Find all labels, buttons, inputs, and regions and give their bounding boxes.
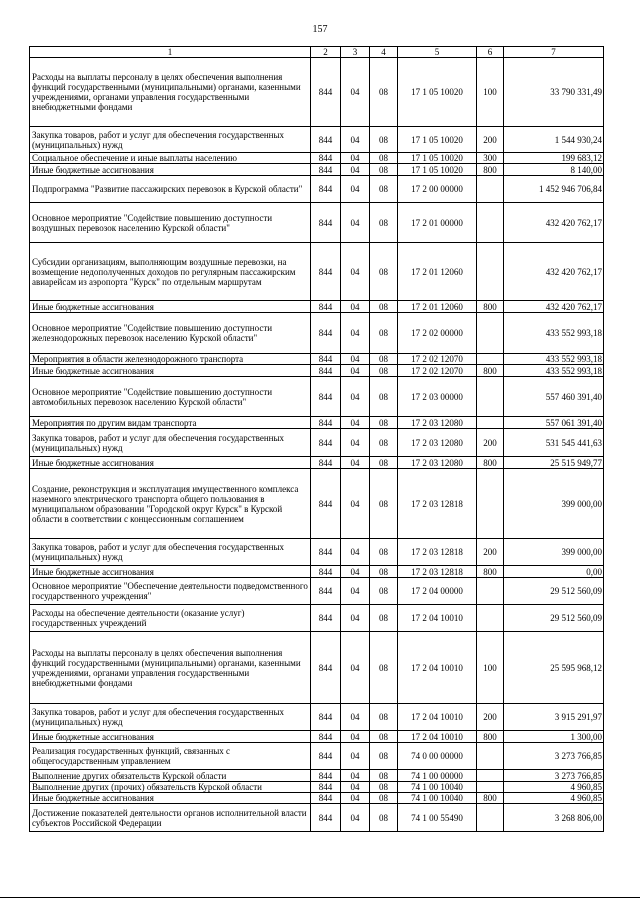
item-name-cell: Основное мероприятие "Обеспечение деятельности подведомственного государственного учреждения": [30, 578, 311, 605]
item-name-cell: Расходы на обеспечение деятельности (оказание услуг) государственных учреждений: [30, 605, 311, 632]
subsection-cell: 08: [370, 743, 398, 770]
section-cell: 04: [341, 578, 370, 605]
table-row: [30, 429, 604, 457]
expense-type-cell: 800: [477, 301, 504, 313]
ministry-code-cell: 844: [311, 770, 341, 782]
subsection-cell: 08: [370, 203, 398, 243]
subsection-cell: 08: [370, 127, 398, 153]
amount-cell: 1 452 946 706,84: [504, 176, 604, 203]
subsection-cell: 08: [370, 354, 398, 365]
ministry-code-cell: 844: [311, 782, 341, 793]
section-cell: 04: [341, 313, 370, 354]
target-article-cell: 17 2 03 12818: [398, 539, 477, 566]
item-name-cell: Иные бюджетные ассигнования: [30, 731, 311, 743]
ministry-code-cell: 844: [311, 469, 341, 539]
amount-cell: 433 552 993,18: [504, 313, 604, 354]
table-row: [30, 804, 604, 832]
section-cell: 04: [341, 164, 370, 176]
amount-cell: 3 273 766,85: [504, 770, 604, 782]
section-cell: 04: [341, 566, 370, 578]
ministry-code-cell: 844: [311, 793, 341, 804]
page-bottom-rule: [0, 897, 640, 898]
subsection-cell: 08: [370, 164, 398, 176]
table-row: [30, 417, 604, 429]
amount-cell: 557 061 391,40: [504, 417, 604, 429]
section-cell: 04: [341, 539, 370, 566]
expense-type-cell: [477, 770, 504, 782]
table-row: [30, 164, 604, 176]
target-article-cell: 74 1 00 00000: [398, 770, 477, 782]
ministry-code-cell: 844: [311, 731, 341, 743]
item-name-cell: Иные бюджетные ассигнования: [30, 566, 311, 578]
column-header: 4: [370, 47, 398, 58]
target-article-cell: 17 2 03 12080: [398, 457, 477, 469]
ministry-code-cell: 844: [311, 377, 341, 417]
target-article-cell: 17 2 02 00000: [398, 313, 477, 354]
table-row: [30, 354, 604, 365]
subsection-cell: 08: [370, 632, 398, 704]
item-name-cell: Расходы на выплаты персоналу в целях обеспечения выполнения функций государственными (муниципальными) органами, казенными учреждениями, органами управления государственными внебюджетными фондами: [30, 632, 311, 704]
ministry-code-cell: 844: [311, 417, 341, 429]
subsection-cell: 08: [370, 243, 398, 301]
subsection-cell: 08: [370, 782, 398, 793]
target-article-cell: 17 2 03 12080: [398, 429, 477, 457]
item-name-cell: Закупка товаров, работ и услуг для обеспечения государственных (муниципальных) нужд: [30, 539, 311, 566]
ministry-code-cell: 844: [311, 804, 341, 832]
target-article-cell: 74 0 00 00000: [398, 743, 477, 770]
item-name-cell: Основное мероприятие "Содействие повышению доступности воздушных перевозок населению Курской области": [30, 203, 311, 243]
ministry-code-cell: 844: [311, 365, 341, 377]
item-name-cell: Иные бюджетные ассигнования: [30, 365, 311, 377]
amount-cell: 3 273 766,85: [504, 743, 604, 770]
expense-type-cell: [477, 354, 504, 365]
column-header: 6: [477, 47, 504, 58]
amount-cell: 531 545 441,63: [504, 429, 604, 457]
target-article-cell: 74 1 00 10040: [398, 782, 477, 793]
expense-type-cell: 800: [477, 164, 504, 176]
ministry-code-cell: 844: [311, 578, 341, 605]
amount-cell: 432 420 762,17: [504, 243, 604, 301]
target-article-cell: 17 2 04 00000: [398, 578, 477, 605]
expense-type-cell: 800: [477, 566, 504, 578]
table-row: [30, 176, 604, 203]
section-cell: 04: [341, 632, 370, 704]
column-header: 5: [398, 47, 477, 58]
column-header: 7: [504, 47, 604, 58]
section-cell: 04: [341, 793, 370, 804]
item-name-cell: Субсидии организациям, выполняющим воздушные перевозки, на возмещение недополученных доходов по регулярным пассажирским авиарейсам из аэропорта "Курск" по отдельным маршрутам: [30, 243, 311, 301]
subsection-cell: 08: [370, 704, 398, 731]
subsection-cell: 08: [370, 457, 398, 469]
table-row: [30, 127, 604, 153]
target-article-cell: 17 2 01 12060: [398, 243, 477, 301]
expense-type-cell: [477, 743, 504, 770]
expense-type-cell: [477, 804, 504, 832]
expense-type-cell: 200: [477, 704, 504, 731]
table-body: [30, 58, 604, 832]
table-row: [30, 782, 604, 793]
item-name-cell: Закупка товаров, работ и услуг для обеспечения государственных (муниципальных) нужд: [30, 127, 311, 153]
subsection-cell: 08: [370, 793, 398, 804]
table-row: [30, 704, 604, 731]
item-name-cell: Закупка товаров, работ и услуг для обеспечения государственных (муниципальных) нужд: [30, 704, 311, 731]
table-row: [30, 377, 604, 417]
target-article-cell: 17 2 01 00000: [398, 203, 477, 243]
table-row: [30, 770, 604, 782]
table-row: [30, 793, 604, 804]
item-name-cell: Достижение показателей деятельности органов исполнительной власти субъектов Российской Федерации: [30, 804, 311, 832]
section-cell: 04: [341, 429, 370, 457]
expense-type-cell: 200: [477, 539, 504, 566]
expense-type-cell: [477, 377, 504, 417]
ministry-code-cell: 844: [311, 153, 341, 164]
section-cell: 04: [341, 782, 370, 793]
amount-cell: 1 300,00: [504, 731, 604, 743]
subsection-cell: 08: [370, 605, 398, 632]
section-cell: 04: [341, 804, 370, 832]
item-name-cell: Иные бюджетные ассигнования: [30, 164, 311, 176]
expense-type-cell: [477, 313, 504, 354]
amount-cell: 3 268 806,00: [504, 804, 604, 832]
target-article-cell: 74 1 00 10040: [398, 793, 477, 804]
item-name-cell: Социальное обеспечение и иные выплаты населению: [30, 153, 311, 164]
amount-cell: 1 544 930,24: [504, 127, 604, 153]
subsection-cell: 08: [370, 770, 398, 782]
section-cell: 04: [341, 203, 370, 243]
amount-cell: 8 140,00: [504, 164, 604, 176]
budget-table: [29, 46, 604, 832]
section-cell: 04: [341, 731, 370, 743]
expense-type-cell: [477, 578, 504, 605]
item-name-cell: Основное мероприятие "Содействие повышению доступности железнодорожных перевозок населению Курской области": [30, 313, 311, 354]
amount-cell: 557 460 391,40: [504, 377, 604, 417]
amount-cell: 432 420 762,17: [504, 203, 604, 243]
ministry-code-cell: 844: [311, 632, 341, 704]
column-header: 1: [30, 47, 311, 58]
subsection-cell: 08: [370, 377, 398, 417]
section-cell: 04: [341, 58, 370, 127]
table-row: [30, 243, 604, 301]
amount-cell: 25 595 968,12: [504, 632, 604, 704]
target-article-cell: 17 2 04 10010: [398, 632, 477, 704]
item-name-cell: Выполнение других (прочих) обязательств Курской области: [30, 782, 311, 793]
header-row: [30, 47, 604, 58]
expense-type-cell: [477, 203, 504, 243]
amount-cell: 29 512 560,09: [504, 578, 604, 605]
target-article-cell: 17 2 03 12818: [398, 566, 477, 578]
expense-type-cell: 800: [477, 365, 504, 377]
target-article-cell: 17 2 00 00000: [398, 176, 477, 203]
subsection-cell: 08: [370, 539, 398, 566]
target-article-cell: 17 2 01 12060: [398, 301, 477, 313]
ministry-code-cell: 844: [311, 301, 341, 313]
table-row: [30, 365, 604, 377]
target-article-cell: 17 2 04 10010: [398, 704, 477, 731]
amount-cell: 25 515 949,77: [504, 457, 604, 469]
subsection-cell: 08: [370, 566, 398, 578]
target-article-cell: 17 2 02 12070: [398, 354, 477, 365]
target-article-cell: 17 2 03 00000: [398, 377, 477, 417]
ministry-code-cell: 844: [311, 164, 341, 176]
ministry-code-cell: 844: [311, 58, 341, 127]
amount-cell: 4 960,85: [504, 782, 604, 793]
table-row: [30, 539, 604, 566]
target-article-cell: 74 1 00 55490: [398, 804, 477, 832]
ministry-code-cell: 844: [311, 203, 341, 243]
table-row: [30, 58, 604, 127]
section-cell: 04: [341, 127, 370, 153]
target-article-cell: 17 2 04 10010: [398, 731, 477, 743]
section-cell: 04: [341, 743, 370, 770]
item-name-cell: Основное мероприятие "Содействие повышению доступности автомобильных перевозок населению Курской области": [30, 377, 311, 417]
subsection-cell: 08: [370, 313, 398, 354]
subsection-cell: 08: [370, 469, 398, 539]
section-cell: 04: [341, 457, 370, 469]
ministry-code-cell: 844: [311, 313, 341, 354]
section-cell: 04: [341, 354, 370, 365]
section-cell: 04: [341, 469, 370, 539]
ministry-code-cell: 844: [311, 243, 341, 301]
item-name-cell: Мероприятия по другим видам транспорта: [30, 417, 311, 429]
table-row: [30, 203, 604, 243]
table-row: [30, 743, 604, 770]
section-cell: 04: [341, 417, 370, 429]
section-cell: 04: [341, 176, 370, 203]
table-row: [30, 731, 604, 743]
table-row: [30, 469, 604, 539]
expense-type-cell: [477, 605, 504, 632]
ministry-code-cell: 844: [311, 429, 341, 457]
amount-cell: 433 552 993,18: [504, 365, 604, 377]
target-article-cell: 17 1 05 10020: [398, 164, 477, 176]
subsection-cell: 08: [370, 58, 398, 127]
ministry-code-cell: 844: [311, 539, 341, 566]
item-name-cell: Иные бюджетные ассигнования: [30, 457, 311, 469]
table-row: [30, 566, 604, 578]
amount-cell: 199 683,12: [504, 153, 604, 164]
expense-type-cell: [477, 417, 504, 429]
table-row: [30, 605, 604, 632]
item-name-cell: Подпрограмма "Развитие пассажирских перевозок в Курской области": [30, 176, 311, 203]
section-cell: 04: [341, 243, 370, 301]
amount-cell: 399 000,00: [504, 539, 604, 566]
section-cell: 04: [341, 301, 370, 313]
table-row: [30, 301, 604, 313]
table-row: [30, 457, 604, 469]
target-article-cell: 17 1 05 10020: [398, 58, 477, 127]
section-cell: 04: [341, 365, 370, 377]
ministry-code-cell: 844: [311, 354, 341, 365]
expense-type-cell: 200: [477, 127, 504, 153]
amount-cell: 432 420 762,17: [504, 301, 604, 313]
item-name-cell: Мероприятия в области железнодорожного транспорта: [30, 354, 311, 365]
page-number: 157: [312, 24, 328, 35]
table-row: [30, 313, 604, 354]
table-row: [30, 578, 604, 605]
item-name-cell: Расходы на выплаты персоналу в целях обеспечения выполнения функций государственными (муниципальными) органами, казенными учреждениями, органами управления государственными внебюджетными фондами: [30, 58, 311, 127]
amount-cell: 3 915 291,97: [504, 704, 604, 731]
expense-type-cell: [477, 782, 504, 793]
item-name-cell: Иные бюджетные ассигнования: [30, 793, 311, 804]
table-row: [30, 153, 604, 164]
expense-type-cell: 800: [477, 793, 504, 804]
target-article-cell: 17 2 02 12070: [398, 365, 477, 377]
target-article-cell: 17 2 04 10010: [398, 605, 477, 632]
expense-type-cell: 800: [477, 731, 504, 743]
expense-type-cell: 100: [477, 58, 504, 127]
subsection-cell: 08: [370, 417, 398, 429]
amount-cell: 399 000,00: [504, 469, 604, 539]
table-row: [30, 632, 604, 704]
item-name-cell: Создание, реконструкция и эксплуатация имущественного комплекса наземного электрического транспорта общего пользования в муниципальном образовании "Городской округ Курск" в Курской области в соответствии с концессионным соглашением: [30, 469, 311, 539]
ministry-code-cell: 844: [311, 605, 341, 632]
expense-type-cell: [477, 243, 504, 301]
section-cell: 04: [341, 153, 370, 164]
ministry-code-cell: 844: [311, 743, 341, 770]
expense-type-cell: 100: [477, 632, 504, 704]
item-name-cell: Иные бюджетные ассигнования: [30, 301, 311, 313]
section-cell: 04: [341, 605, 370, 632]
ministry-code-cell: 844: [311, 176, 341, 203]
target-article-cell: 17 2 03 12080: [398, 417, 477, 429]
ministry-code-cell: 844: [311, 566, 341, 578]
section-cell: 04: [341, 704, 370, 731]
target-article-cell: 17 1 05 10020: [398, 127, 477, 153]
subsection-cell: 08: [370, 731, 398, 743]
target-article-cell: 17 1 05 10020: [398, 153, 477, 164]
target-article-cell: 17 2 03 12818: [398, 469, 477, 539]
subsection-cell: 08: [370, 578, 398, 605]
ministry-code-cell: 844: [311, 457, 341, 469]
subsection-cell: 08: [370, 301, 398, 313]
expense-type-cell: 800: [477, 457, 504, 469]
amount-cell: 33 790 331,49: [504, 58, 604, 127]
amount-cell: 433 552 993,18: [504, 354, 604, 365]
section-cell: 04: [341, 770, 370, 782]
amount-cell: 0,00: [504, 566, 604, 578]
subsection-cell: 08: [370, 365, 398, 377]
section-cell: 04: [341, 377, 370, 417]
ministry-code-cell: 844: [311, 704, 341, 731]
amount-cell: 29 512 560,09: [504, 605, 604, 632]
column-header: 2: [311, 47, 341, 58]
subsection-cell: 08: [370, 429, 398, 457]
item-name-cell: Закупка товаров, работ и услуг для обеспечения государственных (муниципальных) нужд: [30, 429, 311, 457]
expense-type-cell: [477, 469, 504, 539]
expense-type-cell: [477, 176, 504, 203]
ministry-code-cell: 844: [311, 127, 341, 153]
amount-cell: 4 960,85: [504, 793, 604, 804]
expense-type-cell: 200: [477, 429, 504, 457]
column-header: 3: [341, 47, 370, 58]
expense-type-cell: 300: [477, 153, 504, 164]
item-name-cell: Выполнение других обязательств Курской области: [30, 770, 311, 782]
subsection-cell: 08: [370, 804, 398, 832]
item-name-cell: Реализация государственных функций, связанных с общегосударственным управлением: [30, 743, 311, 770]
subsection-cell: 08: [370, 176, 398, 203]
subsection-cell: 08: [370, 153, 398, 164]
